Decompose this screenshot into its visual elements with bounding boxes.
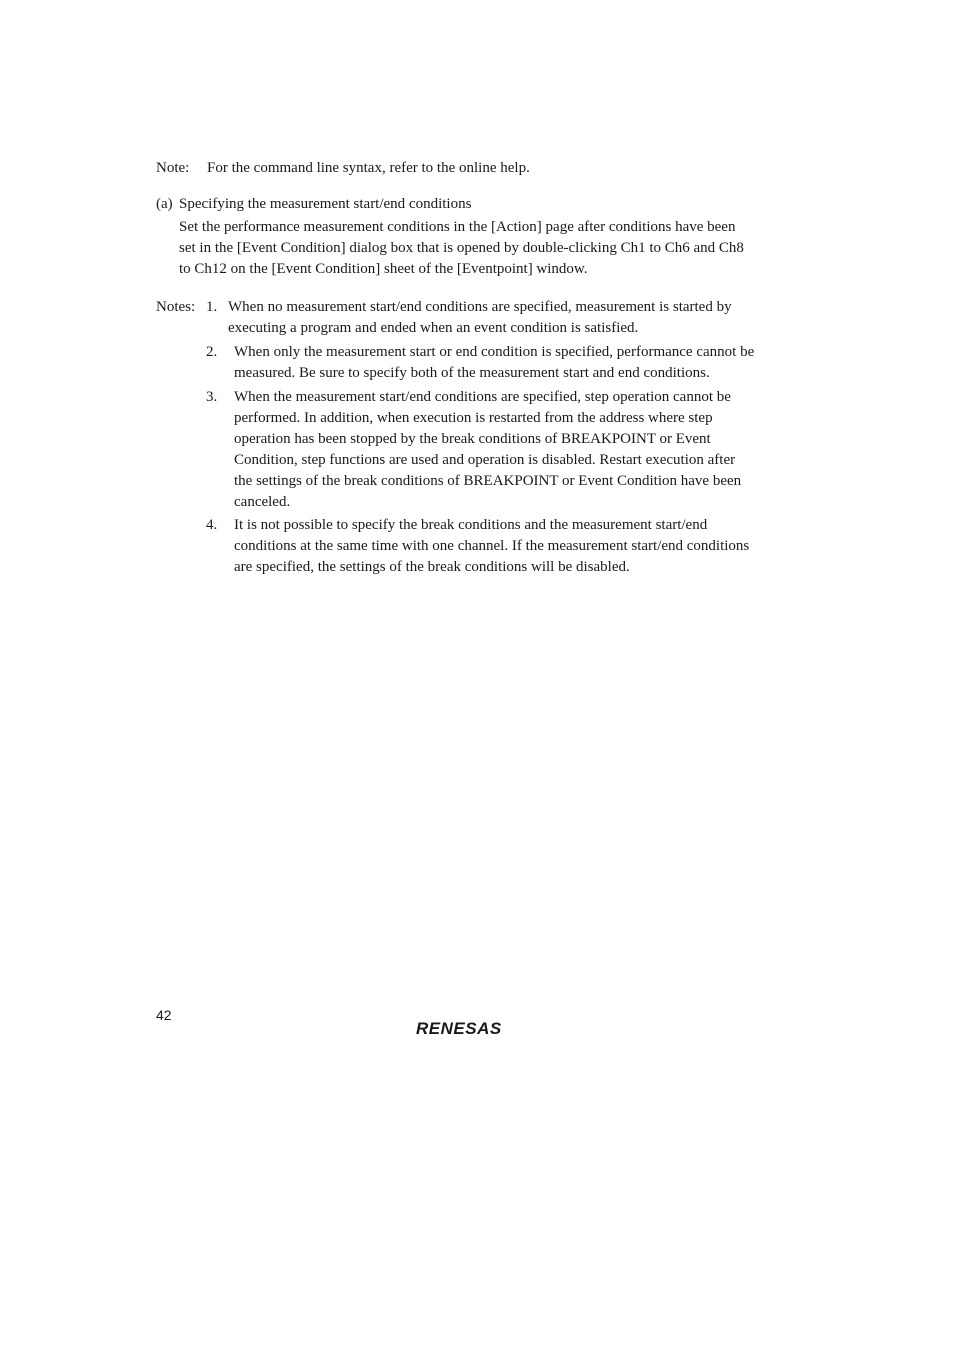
page-number: 42: [156, 1007, 172, 1023]
note-item-number: 2.: [206, 344, 218, 360]
note-item-line: performed. In addition, when execution is restarted from the address where step: [234, 410, 713, 426]
note-item-line: It is not possible to specify the break conditions and the measurement start/end: [234, 517, 708, 533]
note-label: Note:: [156, 160, 190, 176]
note-item-line: operation has been stopped by the break conditions of BREAKPOINT or Event: [234, 431, 711, 447]
note-item: [234, 342, 754, 384]
note-item-line: measured. Be sure to specify both of the measurement start and end conditions.: [234, 365, 710, 381]
note-item: [228, 297, 732, 339]
renesas-logo: [414, 1018, 534, 1038]
note-item-line: the settings of the break conditions of BREAKPOINT or Event Condition have been: [234, 473, 742, 489]
body-line: set in the [Event Condition] dialog box that is opened by double-clicking Ch1 to Ch6 and Ch8: [179, 240, 744, 256]
note-item-number: 3.: [206, 389, 218, 405]
note-item: [234, 387, 741, 513]
note-item-line: When no measurement start/end conditions are specified, measurement is started by: [228, 299, 732, 315]
note-item-line: When only the measurement start or end condition is specified, performance cannot be: [234, 344, 755, 360]
note-item: [234, 515, 749, 578]
body-line: Set the performance measurement conditions in the [Action] page after conditions have been: [179, 219, 736, 235]
note-item-number: 1.: [206, 299, 218, 315]
notes-label: Notes:: [156, 299, 196, 315]
note-item-line: When the measurement start/end conditions are specified, step operation cannot be: [234, 389, 731, 405]
note-text: For the command line syntax, refer to the online help.: [207, 160, 530, 176]
note-item-number: 4.: [206, 517, 218, 533]
note-item-line: executing a program and ended when an event condition is satisfied.: [228, 320, 639, 336]
note-item-line: are specified, the settings of the break conditions will be disabled.: [234, 559, 630, 575]
body-line: to Ch12 on the [Event Condition] sheet of the [Eventpoint] window.: [179, 261, 588, 277]
section-a-title: Specifying the measurement start/end conditions: [179, 196, 472, 212]
note-item-line: Condition, step functions are used and operation is disabled. Restart execution after: [234, 452, 736, 468]
logo-text: RENESAS: [416, 1019, 502, 1038]
section-a-label: (a): [156, 196, 173, 212]
note-item-line: canceled.: [234, 494, 291, 510]
section-a-body: [179, 217, 744, 280]
note-item-line: conditions at the same time with one channel. If the measurement start/end conditions: [234, 538, 750, 554]
renesas-logo-icon: [414, 1018, 534, 1038]
